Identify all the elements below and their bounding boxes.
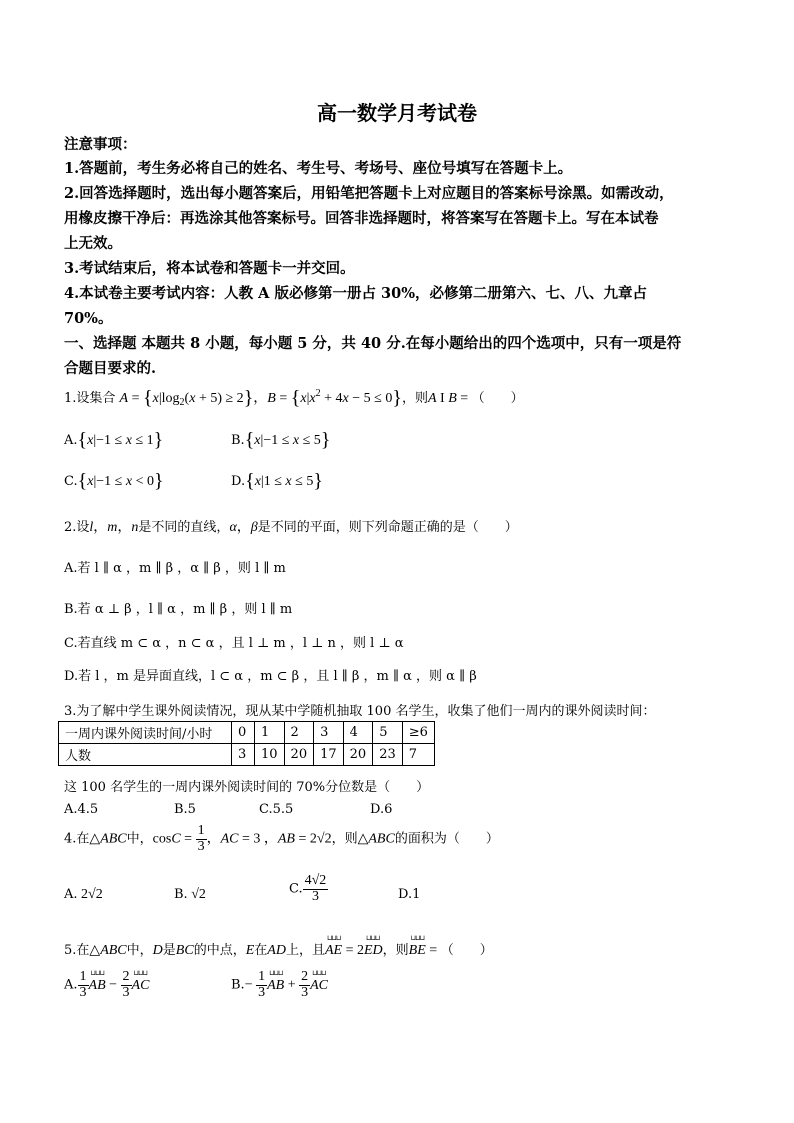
notice-item-2b: 用橡皮擦干净后：再选涂其他答案标号。回答非选择题时，将答案写在答题卡上。写在本试卷 [64,210,659,227]
question-2-option-a: A.若 l ∥ α ，m ∥ β ，α ∥ β ，则 l ∥ m [64,561,286,576]
notice-item-3: 3.考试结束后，将本试卷和答题卡一并交回。 [64,260,355,277]
table-cell: 23 [373,744,403,766]
table-cell: 3 [232,744,255,766]
question-4-option-a: A. 2√2 [64,887,103,902]
question-2-option-c: C.若直线 m ⊂ α ，n ⊂ α ，且 l ⊥ m ，l ⊥ n ，则 l ⊥ α [64,636,404,651]
notice-item-2a: 2.回答选择题时，选出每小题答案后，用铅笔把答题卡上对应题目的答案标号涂黑。如需改动， [64,185,674,202]
table-cell: 17 [314,744,344,766]
question-3-option-d: D.6 [370,802,393,817]
table-header-cell: 人数 [59,744,232,766]
page-title: 高一数学月考试卷 [317,101,477,125]
table-cell: 3 [314,722,344,744]
question-4-option-d: D.1 [398,887,421,902]
question-5-option-a: A. $\frac{1}{3}$ ⊔⊔⊔ AB − $\frac{2}{3}$ ⊔⊔⊔ AC [64,970,149,1000]
notice-item-4a: 4.本试卷主要考试内容：人教 A 版必修第一册占 30%，必修第二册第六、七、八、九章占 [64,285,647,302]
table-row [59,744,435,766]
question-2-stem: 2.设l，m，n是不同的直线，α，β是不同的平面，则下列命题正确的是（ ） [64,520,518,535]
question-1-stem: 1.设集合 $A = \{x|\log_2(x + 5) \ge 2\}$，$B = \{x|x^2 + 4x - 5 \le 0\}$，则A I B = （ ） [64,387,524,409]
question-3-question: 这 100 名学生的一周内课外阅读时间的 70%分位数是（ ） [64,780,430,795]
question-3-stem: 3.为了解中学生课外阅读情况，现从某中学随机抽取 100 名学生，收集了他们一周内的课外阅读时间： [64,704,656,719]
question-5-stem: 5.在△ABC中，D是BC的中点，E在AD上，且⊔⊔⊔ AE = 2⊔⊔⊔ ED，则⊔⊔⊔ BE = （ ） [64,939,493,959]
table-cell: 2 [284,722,314,744]
question-2-option-b: B.若 α ⊥ β ，l ∥ α ，m ∥ β ，则 l ∥ m [64,602,293,617]
question-1-option-d: D.{x|1 ≤ x ≤ 5} [231,470,323,492]
table-cell: 7 [402,744,434,766]
question-3-option-b: B.5 [174,802,196,817]
table-cell: 5 [373,722,403,744]
table-cell: 10 [255,744,285,766]
section1-heading: 一、选择题 本题共 8 小题，每小题 5 分，共 40 分.在每小题给出的四个选项中，只有一项是符 [64,335,682,352]
notice-item-4b: 70%。 [64,310,113,327]
question-4-stem: 4.在△ABC中，cosC = $\frac{1}{3}$ ，AC = 3 ，AB = 2√2，则△ABC的面积为（ ） [64,823,499,854]
notice-heading: 注意事项： [64,136,137,153]
notice-item-1: 1.答题前，考生务必将自己的姓名、考生号、考场号、座位号填写在答题卡上。 [64,160,573,177]
table-cell: 4 [343,722,373,744]
reading-time-table [58,721,435,766]
table-header-cell: 一周内课外阅读时间/小时 [59,722,232,744]
table-cell: ≥6 [402,722,434,744]
question-4-option-c: C. $\frac{4√2}{3}$ [289,873,327,904]
question-5-option-b: B.− $\frac{1}{3}$ ⊔⊔⊔ AB + $\frac{2}{3}$ ⊔⊔⊔ AC [231,970,328,1000]
table-row [59,722,435,744]
question-2-option-d: D.若 l ，m 是异面直线，l ⊂ α ，m ⊂ β ，且 l ∥ β ，m ∥ α ，则 α ∥ β [64,669,477,684]
table-cell: 20 [284,744,314,766]
table-cell: 20 [343,744,373,766]
question-3-option-c: C.5.5 [259,802,294,817]
notice-item-2c: 上无效。 [64,235,122,252]
question-4-option-b: B. √2 [174,887,206,902]
question-1-option-b: B.{x|−1 ≤ x ≤ 5} [231,429,331,451]
question-1-option-a: A.{x|−1 ≤ x ≤ 1} [64,429,164,451]
table-cell: 0 [232,722,255,744]
question-1-option-c: C.{x|−1 ≤ x < 0} [64,470,164,492]
question-3-option-a: A.4.5 [64,802,99,817]
table-cell: 1 [255,722,285,744]
section1-heading-cont: 合题目要求的. [64,360,157,377]
